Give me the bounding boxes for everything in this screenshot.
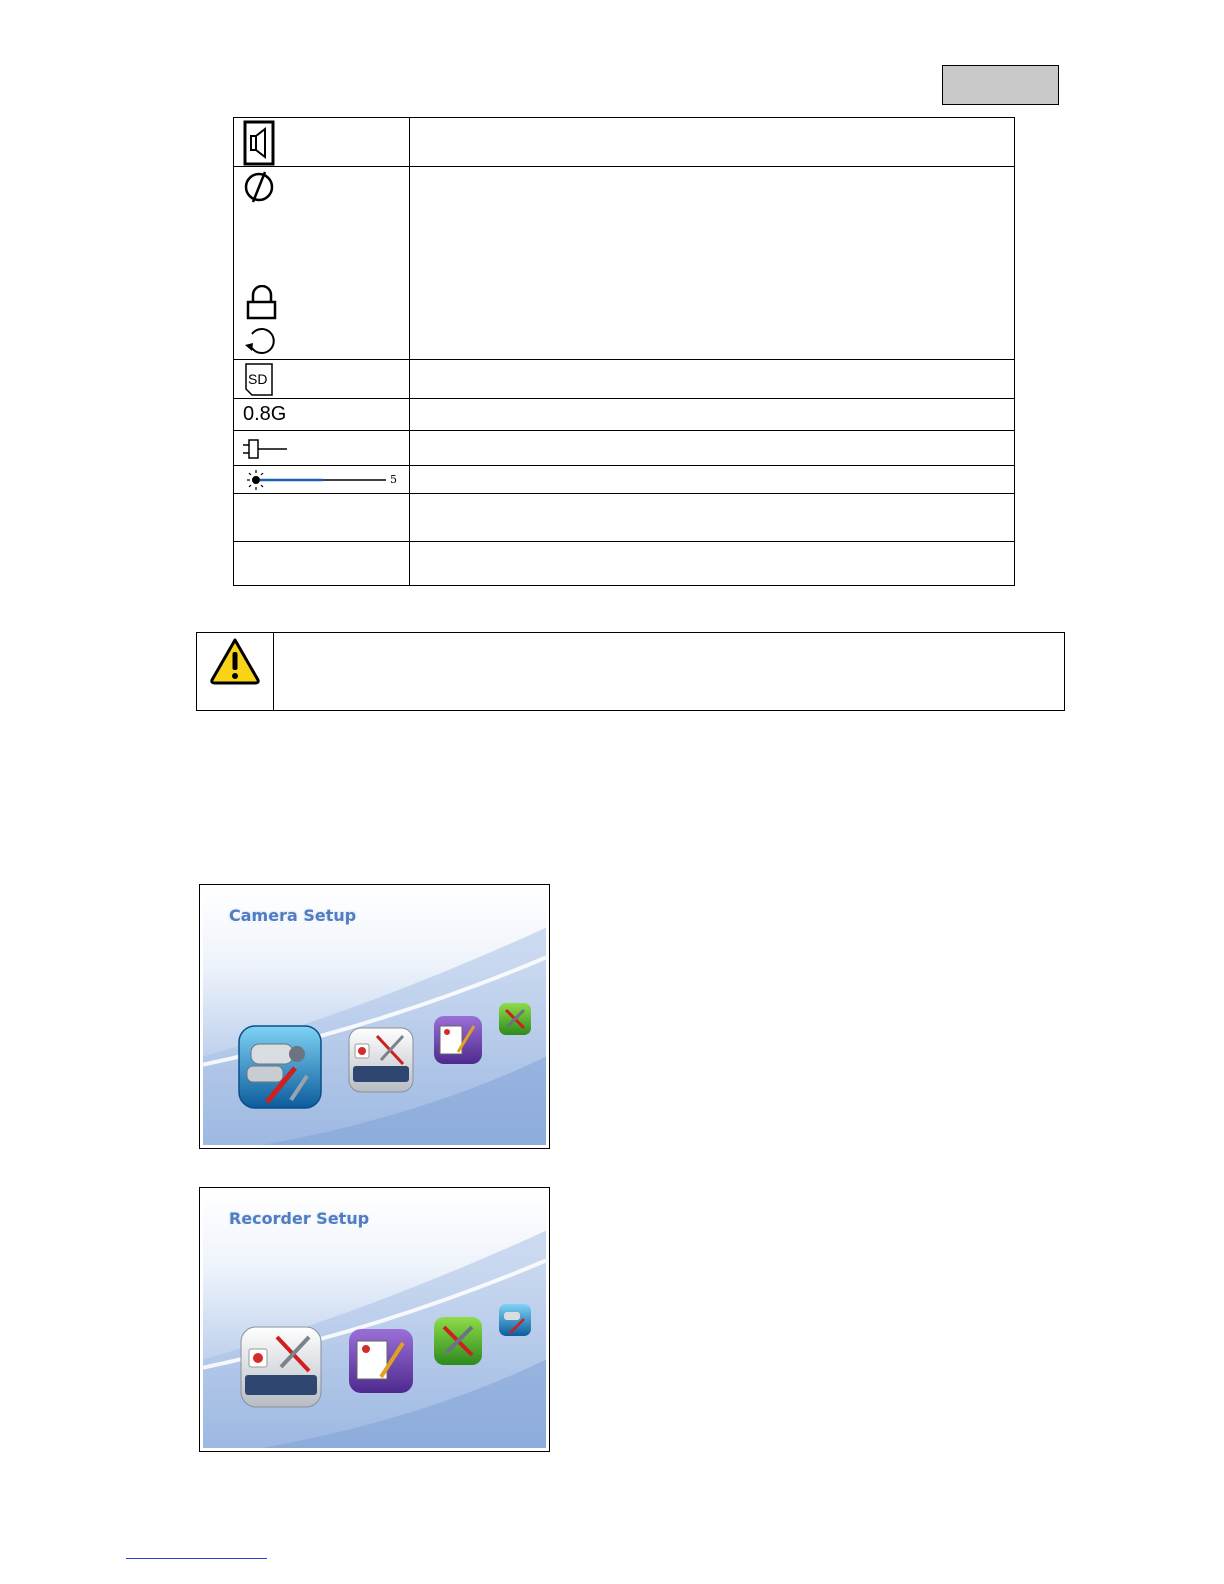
row-description [410, 542, 1015, 586]
table-row [234, 118, 1015, 167]
power-plug-icon [243, 434, 291, 464]
table-row [234, 542, 1015, 586]
recorder-setup-icon [239, 1325, 323, 1409]
motion-detect-icon [243, 169, 277, 205]
row-description [410, 431, 1015, 466]
system-setup-icon [432, 1315, 484, 1367]
screen-title: Recorder Setup [229, 1209, 370, 1228]
camera-setup-screenshot [199, 884, 550, 1149]
warning-triangle-icon [209, 637, 261, 685]
system-setup-icon [498, 1002, 532, 1036]
language-tab [942, 65, 1059, 105]
record-schedule-icon [347, 1327, 415, 1395]
icon-legend-table [233, 117, 1015, 586]
loop-recording-icon [243, 325, 279, 357]
table-row [234, 431, 1015, 466]
row-description [410, 167, 1015, 360]
camera-setup-icon [237, 1024, 323, 1112]
camera-setup-icon [498, 1303, 532, 1337]
speaker-icon [243, 120, 279, 166]
sd-card-label: SD [248, 371, 268, 387]
lock-icon [245, 285, 279, 321]
row-description [410, 118, 1015, 167]
sd-card-icon [244, 362, 278, 398]
row-description [410, 466, 1015, 494]
table-row [234, 360, 1015, 399]
footer-link-underline[interactable] [126, 1558, 267, 1559]
record-schedule-icon [432, 1014, 484, 1066]
storage-size-text: 0.8G [243, 403, 287, 425]
table-row [234, 466, 1015, 494]
warning-note [196, 632, 1065, 711]
row-description [410, 399, 1015, 431]
table-row [234, 399, 1015, 431]
brightness-slider-icon [246, 468, 396, 492]
background-swoosh [203, 1191, 546, 1448]
slider-value: 5 [390, 473, 397, 486]
recorder-setup-screenshot [199, 1187, 550, 1452]
screen-title: Camera Setup [229, 906, 357, 925]
table-row [234, 494, 1015, 542]
row-description [410, 494, 1015, 542]
row-description [410, 360, 1015, 399]
table-row [234, 167, 1015, 360]
recorder-setup-icon [347, 1026, 415, 1094]
